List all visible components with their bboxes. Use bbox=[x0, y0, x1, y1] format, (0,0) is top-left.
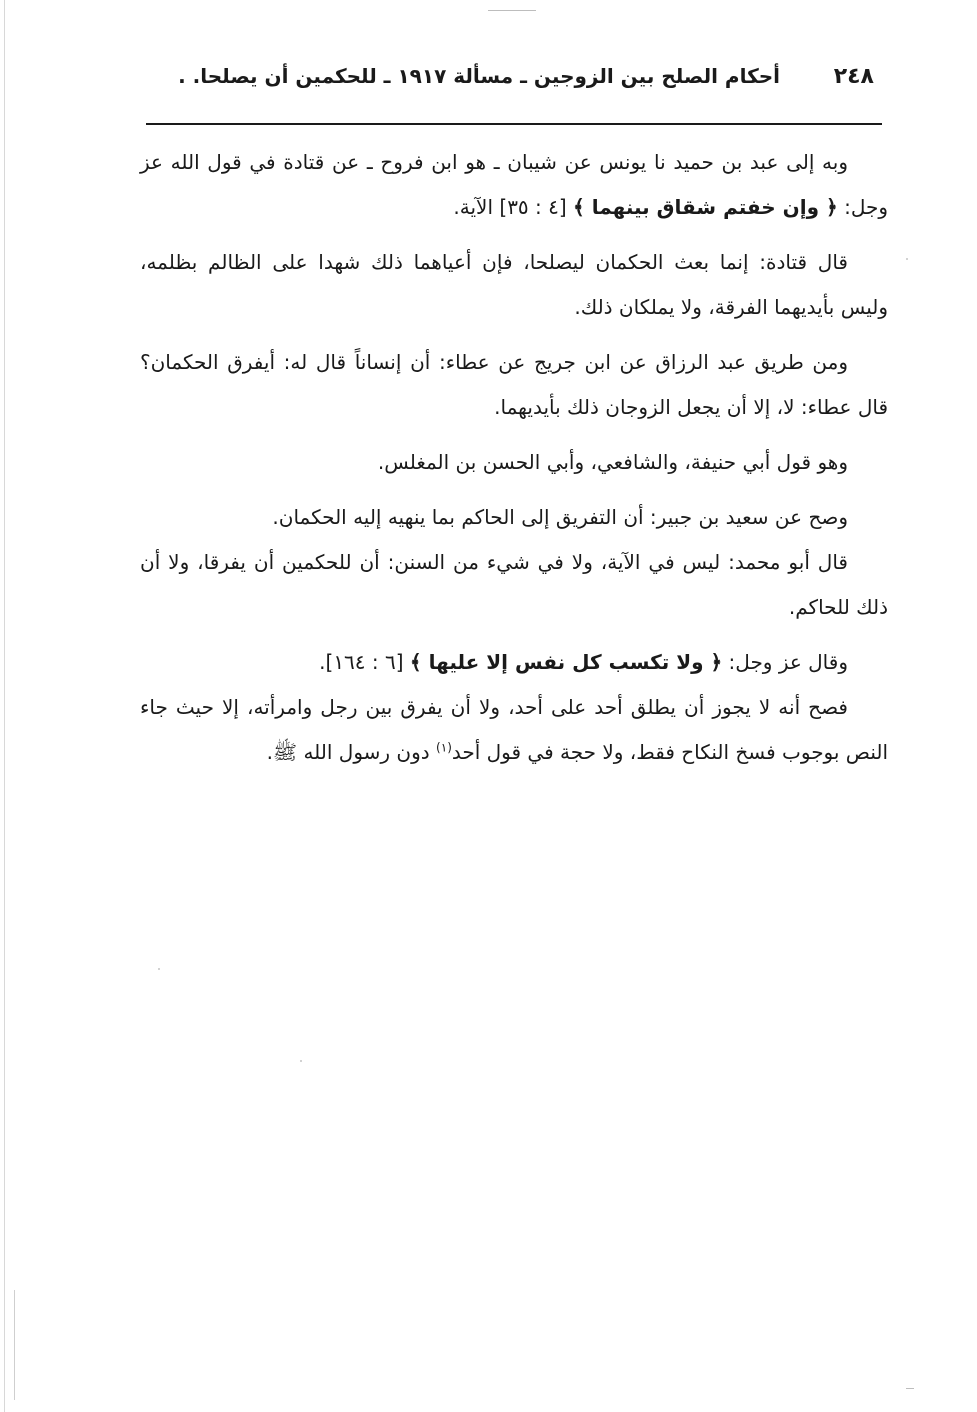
paragraph-text: قال قتادة: إنما بعث الحكمان ليصلحا، فإن أعياهما ذلك شهدا على الظالم بظلمه، وليس بأيديهما الفرقة، ولا يملكان ذلك. bbox=[140, 250, 888, 319]
paragraph-text: وهو قول أبي حنيفة، والشافعي، وأبي الحسن بن المغلس. bbox=[377, 450, 848, 474]
scan-edge-line bbox=[14, 1290, 15, 1400]
quran-verse: ﴿ ولا تكسب كل نفس إلا عليها ﴾ bbox=[409, 650, 723, 674]
page-number: ٢٤٨ bbox=[833, 64, 874, 89]
verse-reference: [٦ : ١٦٤]. bbox=[319, 650, 410, 674]
paragraph-text: وصح عن سعيد بن جبير: أن التفريق إلى الحاكم بما ينهيه إليه الحكمان. bbox=[272, 505, 848, 529]
paragraph-text: وقال عز وجل: bbox=[722, 650, 848, 674]
paragraph-conclusion bbox=[140, 685, 888, 775]
scan-edge-line bbox=[4, 0, 5, 1412]
scan-speck bbox=[300, 1060, 302, 1062]
paragraph-qatada-saying bbox=[140, 240, 888, 330]
paragraph-qatada-isnad bbox=[140, 140, 888, 230]
paragraph-said-ibn-jubayr bbox=[140, 495, 888, 540]
paragraph-abu-muhammad bbox=[140, 540, 888, 630]
quran-verse: ﴿ وإن خفتم شقاق بينهما ﴾ bbox=[573, 195, 838, 219]
scan-speck bbox=[906, 258, 908, 260]
paragraph-text: قال أبو محمد: ليس في الآية، ولا في شيء من السنن: أن للحكمين أن يفرقا، ولا أن ذلك للحاكم. bbox=[140, 550, 888, 619]
scan-mark bbox=[906, 1388, 914, 1389]
paragraph-opinions bbox=[140, 440, 888, 485]
paragraph-text: وبه إلى عبد بن حميد نا يونس عن شيبان ـ هو ابن فروح ـ عن قتادة في قول الله عز وجل: bbox=[140, 150, 888, 219]
scan-mark bbox=[488, 10, 536, 11]
page-header bbox=[140, 62, 880, 118]
header-rule bbox=[146, 123, 882, 125]
paragraph-text: فصح أنه لا يجوز أن يطلق أحد على أحد، ولا أن يفرق بين رجل وامرأته، إلا حيث جاء النص بوجوب فسخ النكاح فقط، ولا حجة في قول أحد bbox=[140, 695, 888, 764]
paragraph-text: ومن طريق عبد الرزاق عن ابن جريج عن عطاء: أن إنساناً قال له: أيفرق الحكمان؟ قال عطاء: لا، إلا أن يجعل الزوجان ذلك بأيديهما. bbox=[140, 350, 888, 419]
paragraph-ata bbox=[140, 340, 888, 430]
footnote-marker: (١) bbox=[436, 740, 452, 755]
paragraph-verse-164 bbox=[140, 640, 888, 685]
paragraph-text: دون رسول الله ﷺ. bbox=[266, 740, 437, 764]
verse-reference: [٤ : ٣٥] الآية. bbox=[453, 195, 574, 219]
scan-speck bbox=[158, 968, 160, 970]
page-body bbox=[140, 140, 888, 775]
running-title: أحكام الصلح بين الزوجين ـ مسألة ١٩١٧ ـ للحكمين أن يصلحا. . bbox=[178, 64, 780, 88]
